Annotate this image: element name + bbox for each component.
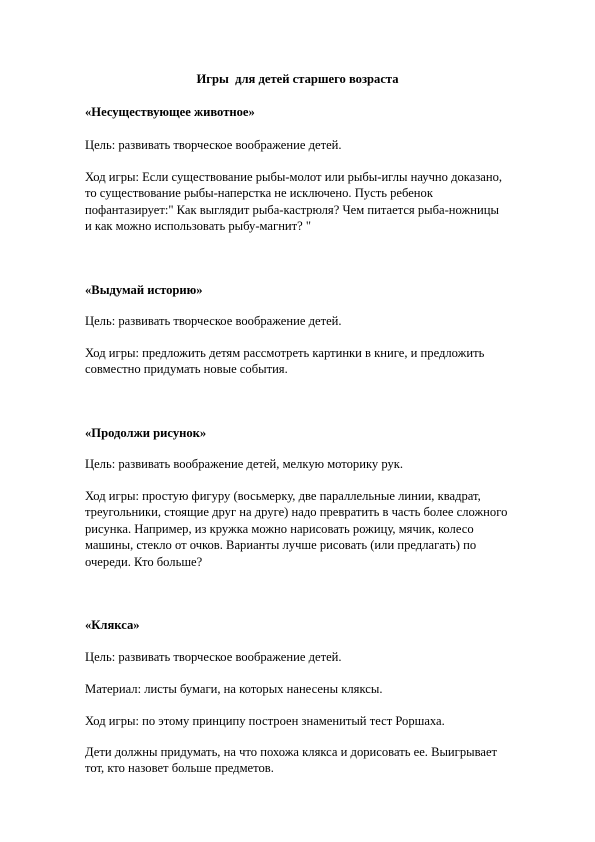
paragraph-line: рисунка. Например, из кружка можно нарисовать рожицу, мячик, колесо — [85, 521, 474, 536]
section-heading-blot: «Клякса» — [85, 618, 140, 632]
section-heading-nonexistent-animal: «Несуществующее животное» — [85, 105, 255, 119]
paragraph-line: и как можно использовать рыбу-магнит? " — [85, 219, 312, 234]
paragraph-line: очереди. Кто больше? — [85, 554, 203, 569]
paragraph-line: тот, кто назовет больше предметов. — [85, 761, 274, 776]
section-extra — [85, 744, 565, 777]
paragraph-line: Ход игры: предложить детям рассмотреть картинки в книге, и предложить — [85, 346, 485, 360]
section-goal: Цель: развивать творческое воображение детей. — [85, 138, 342, 152]
paragraph-line: Ход игры: Если существование рыбы-молот или рыбы-иглы научно доказано, — [85, 170, 503, 184]
section-course — [85, 345, 565, 378]
section-course — [85, 169, 565, 235]
paragraph-line: машины, стекло от очков. Варианты лучше рисовать (или предлагать) по — [85, 538, 477, 553]
section-heading-continue-drawing: «Продолжи рисунок» — [85, 426, 207, 440]
section-course — [85, 488, 565, 570]
section-heading-invent-story: «Выдумай историю» — [85, 283, 203, 297]
section-course: Ход игры: по этому принципу построен знаменитый тест Роршаха. — [85, 714, 445, 728]
paragraph-line: Ход игры: простую фигуру (восьмерку, две параллельные линии, квадрат, — [85, 489, 481, 503]
paragraph-line: то существование рыбы-наперстка не исключено. Пусть ребенок — [85, 186, 433, 201]
section-goal: Цель: развивать воображение детей, мелкую моторику рук. — [85, 457, 404, 471]
paragraph-line: Дети должны придумать, на что похожа клякса и дорисовать ее. Выигрывает — [85, 745, 498, 759]
section-goal: Цель: развивать творческое воображение детей. — [85, 650, 342, 664]
document-title: Игры для детей старшего возраста — [196, 72, 399, 86]
section-goal: Цель: развивать творческое воображение детей. — [85, 314, 342, 328]
section-material: Материал: листы бумаги, на которых нанесены кляксы. — [85, 682, 383, 696]
paragraph-line: пофантазирует:" Как выглядит рыба-кастрюля? Чем питается рыба-ножницы — [85, 202, 499, 217]
paragraph-line: совместно придумать новые события. — [85, 362, 288, 377]
paragraph-line: треугольники, стоящие друг на друге) надо превратить в часть более сложного — [85, 505, 508, 520]
